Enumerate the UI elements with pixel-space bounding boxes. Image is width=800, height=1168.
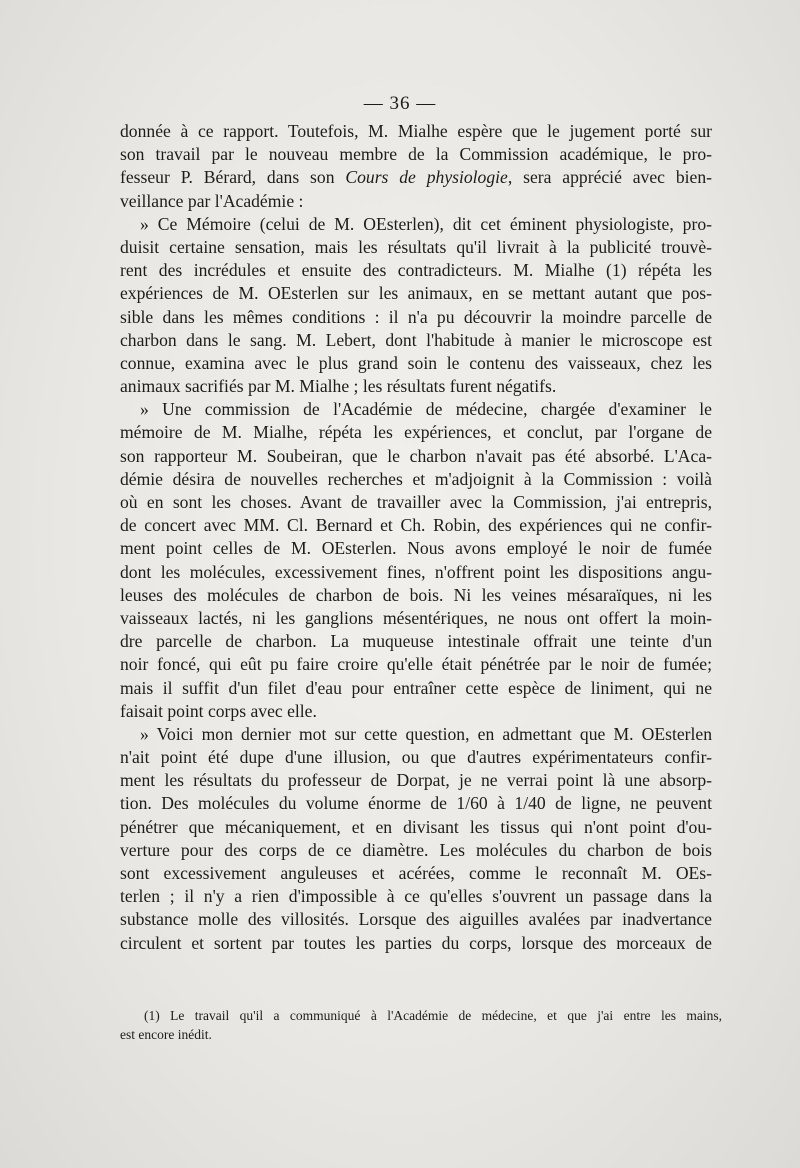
text-line: dre parcelle de charbon. La muqueuse intestinale offrait une teinte d'un xyxy=(120,631,712,652)
main-text xyxy=(120,120,712,955)
text-line: circulent et sortent par toutes les parties du corps, lorsque des morceaux de xyxy=(120,932,712,953)
text-line: n'ait point été dupe d'une illusion, ou que d'autres expérimentateurs confir- xyxy=(120,747,712,768)
text-line xyxy=(120,166,712,189)
page-number: — 36 — xyxy=(363,93,437,114)
text-line: démie désira de nouvelles recherches et m'adjoignit à la Commission : voilà xyxy=(120,468,712,489)
text-line: connue, examina avec le plus grand soin le contenu des vaisseaux, chez les xyxy=(120,352,712,373)
text-line: verture pour des corps de ce diamètre. Les molécules du charbon de bois xyxy=(120,839,712,860)
text-fragment: , sera apprécié avec bien- xyxy=(507,167,712,188)
text-line: » Une commission de l'Académie de médecine, chargée d'examiner le xyxy=(140,399,712,420)
text-line: vaisseaux lactés, ni les ganglions mésentériques, ne nous ont offert la moin- xyxy=(120,607,712,628)
text-line: sible dans les mêmes conditions : il n'a pu découvrir la moindre parcelle de xyxy=(120,306,712,327)
text-line: expériences de M. OEsterlen sur les animaux, en se mettant autant que pos- xyxy=(120,283,712,304)
italic-title: Cours de physiologie xyxy=(345,167,508,188)
text-line: de concert avec MM. Cl. Bernard et Ch. Robin, des expériences qui ne confir- xyxy=(120,515,712,536)
text-line: où en sont les choses. Avant de travailler avec la Commission, j'ai entrepris, xyxy=(120,492,712,512)
text-line: dont les molécules, excessivement fines, n'offrent point les dispositions angu- xyxy=(120,561,712,582)
text-line: rent des incrédules et ensuite des contradicteurs. M. Mialhe (1) répéta les xyxy=(120,260,712,281)
text-line: son rapporteur M. Soubeiran, que le charbon n'avait pas été absorbé. L'Aca- xyxy=(120,445,712,466)
footnote-line: (1) Le travail qu'il a communiqué à l'Académie de médecine, et que j'ai entre les mains, xyxy=(144,1008,722,1023)
text-line: tion. Des molécules du volume énorme de 1/60 à 1/40 de ligne, ne peuvent xyxy=(120,793,712,814)
text-line: pénétrer que mécaniquement, et en divisant les tissus qui n'ont point d'ou- xyxy=(120,816,712,837)
text-line: ment les résultats du professeur de Dorpat, je ne verrai point là une absorp- xyxy=(120,770,712,791)
text-line: mais il suffit d'un filet d'eau pour entraîner cette espèce de liniment, qui ne xyxy=(120,677,712,698)
text-fragment: fesseur P. Bérard, dans son xyxy=(120,167,346,188)
text-line: veillance par l'Académie : xyxy=(120,190,304,211)
text-line: son travail par le nouveau membre de la Commission académique, le pro- xyxy=(120,144,712,165)
text-line: » Voici mon dernier mot sur cette question, en admettant que M. OEsterlen xyxy=(140,723,712,744)
text-line: substance molle des villosités. Lorsque des aiguilles avalées par inadvertance xyxy=(120,909,712,930)
text-line: » Ce Mémoire (celui de M. OEsterlen), dit cet éminent physiologiste, pro- xyxy=(140,213,712,234)
text-line: ment point celles de M. OEsterlen. Nous avons employé le noir de fumée xyxy=(120,538,712,559)
text-line: donnée à ce rapport. Toutefois, M. Mialhe espère que le jugement porté sur xyxy=(120,121,712,141)
text-line: duisit certaine sensation, mais les résultats qu'il livrait à la publicité trouvè- xyxy=(120,236,712,257)
text-line: animaux sacrifiés par M. Mialhe ; les résultats furent négatifs. xyxy=(120,376,557,397)
text-line: mémoire de M. Mialhe, répéta les expériences, et conclut, par l'organe de xyxy=(120,422,712,443)
footnote-line: est encore inédit. xyxy=(120,1027,212,1042)
text-line: charbon dans le sang. M. Lebert, dont l'habitude à manier le microscope est xyxy=(120,329,712,350)
text-line: leuses des molécules de charbon de bois. Ni les veines mésaraïques, ni les xyxy=(120,584,712,605)
text-line: terlen ; il n'y a rien d'impossible à ce qu'elles s'ouvrent un passage dans la xyxy=(120,886,712,907)
text-line: noir foncé, qui eût pu faire croire qu'elle était pénétrée par le noir de fumée; xyxy=(120,654,712,675)
text-line: sont excessivement anguleuses et acérées, comme le reconnaît M. OEs- xyxy=(120,863,712,883)
footnote xyxy=(120,1006,722,1044)
text-line: faisait point corps avec elle. xyxy=(120,700,317,721)
